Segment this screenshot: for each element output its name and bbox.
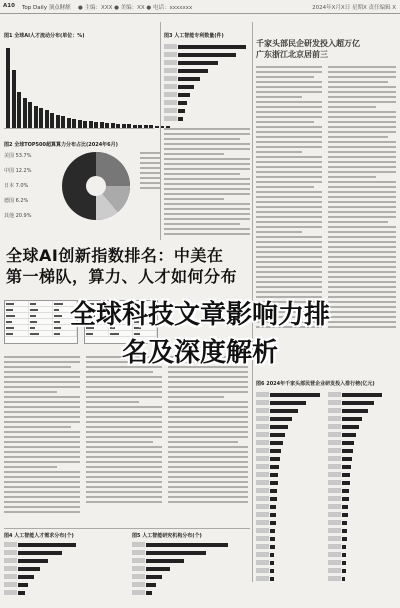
bar-chart-3 xyxy=(164,44,250,124)
main-headline-line-1: 全球AI创新指数排名：中美在 xyxy=(6,246,224,265)
donut-legend xyxy=(4,152,31,219)
right-article-title xyxy=(256,38,396,60)
legend-item: 美国 53.7% xyxy=(4,153,32,159)
page-header xyxy=(0,0,400,14)
legend-item: 其他 20.9% xyxy=(4,213,32,219)
chart-title-2: 图2 全球TOP500超算算力分布占比(2024年6月) xyxy=(4,142,118,148)
main-headline-line-2: 第一梯队，算力、人才如何分布 xyxy=(6,267,238,286)
chart-title-3: 图3 人工智能专利数量(件) xyxy=(164,33,224,39)
bar-chart-4 xyxy=(4,542,80,598)
bar-chart-6a xyxy=(256,392,326,584)
overlay-title xyxy=(0,296,400,372)
page-number: A10 xyxy=(3,3,15,9)
bar-chart-1 xyxy=(6,44,170,128)
chart-title-5: 图5 人工智能研究机构分布(个) xyxy=(132,533,202,539)
donut-chart xyxy=(58,148,134,224)
chart-title-1: 图1 全球AI人才流动分布(单位：%) xyxy=(4,33,85,39)
legend-item: 日本 7.0% xyxy=(4,183,29,189)
issue-date: 2024年X月X日 星期X 责任编辑 X xyxy=(312,5,396,11)
overlay-title-line-1: 全球科技文章影响力排 xyxy=(69,300,330,330)
right-title-line-1: 千家头部民企研发投入超万亿 xyxy=(256,39,360,48)
legend-item: 中国 12.2% xyxy=(4,168,32,174)
bar-chart-5 xyxy=(132,542,242,598)
chart-title-4: 图4 人工智能人才需求分布(个) xyxy=(4,533,74,539)
bar-chart-6b xyxy=(328,392,398,584)
legend-item: 德国 6.2% xyxy=(4,198,29,204)
right-title-line-2: 广东浙江北京居前三 xyxy=(256,50,328,59)
column-name: Top Daily 顶点財經 xyxy=(22,5,71,11)
editor-meta: ● 主编：XXX ● 美编：XX ● 电话：xxxxxxx xyxy=(78,5,193,11)
chart-title-6: 图6 2024年千家头部民营企业研发投入排行榜(亿元) xyxy=(256,381,375,387)
main-headline xyxy=(6,245,254,287)
overlay-title-line-2: 名及深度解析 xyxy=(121,338,278,368)
